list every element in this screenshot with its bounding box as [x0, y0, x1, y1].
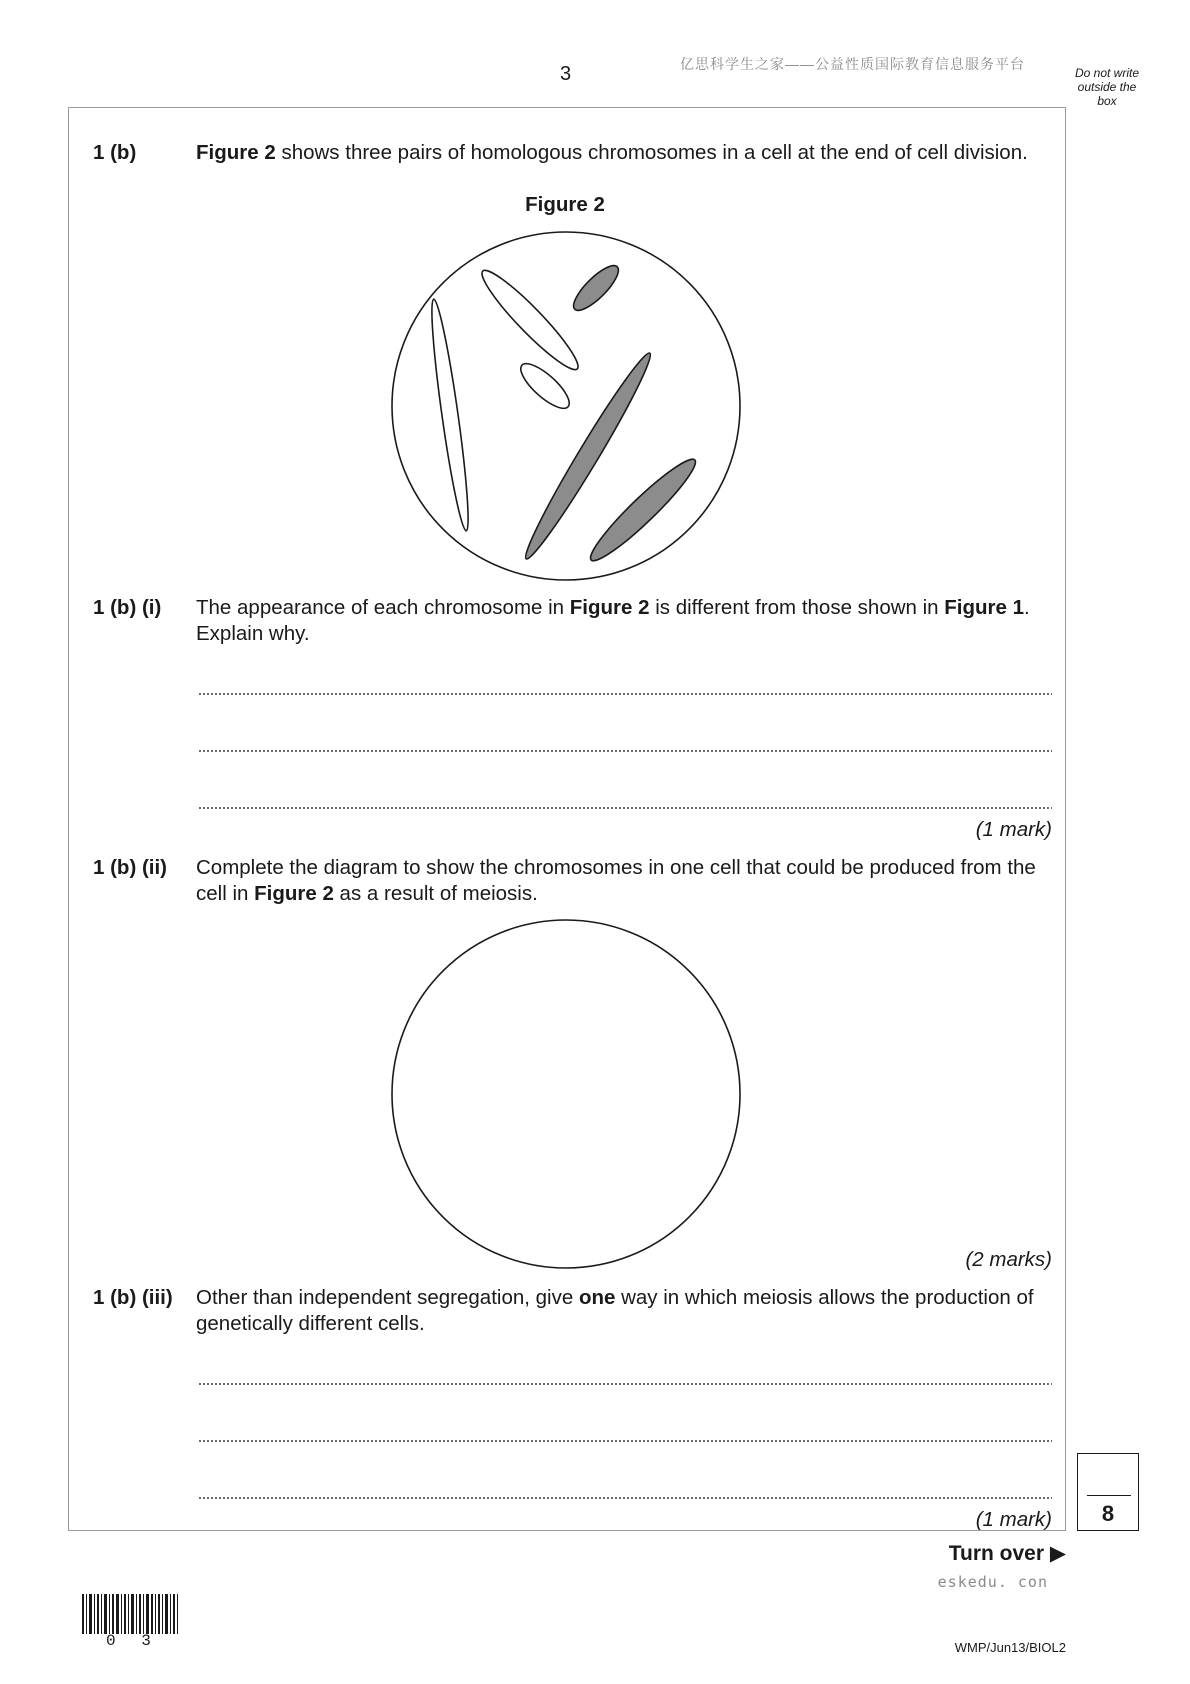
q1biii-text-a: Other than independent segregation, give [196, 1286, 579, 1309]
margin-note-line-2: outside the [1077, 80, 1137, 94]
question-number-1b: 1 (b) [93, 141, 137, 164]
barcode-icon [82, 1594, 178, 1634]
marks-1bii: (2 marks) [965, 1248, 1052, 1271]
q1biii-text-c: way in which meiosis allows the production of genetically different cells. [196, 1286, 1034, 1335]
turn-over-label: Turn over ▶ [948, 1542, 1066, 1565]
answer-line-1bi-2[interactable] [198, 749, 1052, 753]
question-number-1bii: 1 (b) (ii) [93, 856, 168, 879]
barcode-number: 0 3 [106, 1632, 159, 1650]
answer-line-1biii-3[interactable] [198, 1496, 1052, 1500]
marks-1biii: (1 mark) [975, 1508, 1052, 1531]
chromosome-short-shaded [568, 260, 625, 317]
emphasis-one: one [578, 1286, 616, 1309]
answer-line-1bi-3[interactable] [198, 806, 1052, 810]
figure-1-ref: Figure 1 [944, 596, 1025, 619]
score-total: 8 [1101, 1501, 1115, 1526]
paper-code: WMP/Jun13/BIOL2 [954, 1640, 1066, 1655]
question-text-1b [196, 140, 1036, 166]
q1bi-text-c: is different from those shown in [649, 596, 945, 619]
answer-line-1bi-1[interactable] [198, 692, 1052, 696]
q1bii-text-c: as a result of meiosis. [333, 882, 538, 905]
question-text-1bii [196, 855, 1036, 907]
blank-cell-diagram[interactable] [388, 916, 748, 1276]
answer-line-1biii-2[interactable] [198, 1439, 1052, 1443]
marks-1bi: (1 mark) [975, 818, 1052, 841]
margin-note-line-1: Do not write [1074, 66, 1140, 80]
figure-2-title: Figure 2 [525, 193, 605, 216]
figure-ref: Figure 2 [196, 141, 276, 164]
site-watermark: eskedu. con [937, 1573, 1048, 1591]
q1bi-text-a: The appearance of each chromosome in [196, 596, 570, 619]
page-number: 3 [560, 63, 572, 85]
figure-2-ref: Figure 2 [569, 596, 650, 619]
answer-line-1biii-1[interactable] [198, 1382, 1052, 1386]
chromosome-medium-shaded [583, 451, 703, 568]
question-number-1biii: 1 (b) (iii) [93, 1286, 173, 1309]
q1bii-text-a: Complete the diagram to show the chromosomes in one cell that could be produced from the cell in [196, 856, 1036, 905]
question-text-1biii [196, 1285, 1036, 1337]
header-watermark: 亿思科学生之家——公益性质国际教育信息服务平台 [680, 56, 1025, 72]
question-number-1bi: 1 (b) (i) [93, 596, 162, 619]
figure-2-cell-diagram [388, 228, 748, 588]
chromosome-long-unshaded [426, 298, 474, 532]
question-text-1b-rest: shows three pairs of homologous chromosomes in a cell at the end of cell division. [275, 141, 1028, 164]
margin-note-line-3: box [1097, 94, 1117, 108]
margin-note [1062, 66, 1152, 108]
score-box-divider [1087, 1495, 1131, 1496]
figure-2-ref: Figure 2 [254, 882, 334, 905]
blank-cell-membrane [392, 920, 740, 1268]
q1bi-text-e: . Explain why. [196, 596, 1030, 645]
chromosome-medium-unshaded [474, 263, 586, 378]
question-text-1bi [196, 595, 1036, 647]
